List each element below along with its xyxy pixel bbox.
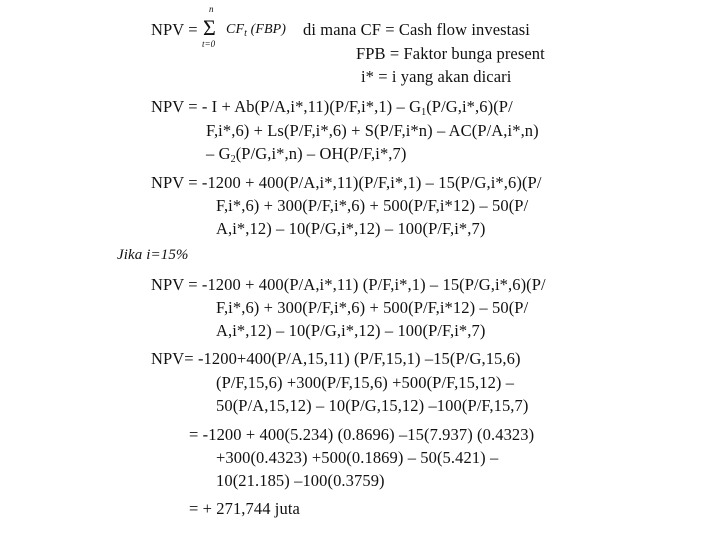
- case-formula-line-1: NPV = -1200 + 400(P/A,i*,11) (P/F,i*,1) – 15(P/G,i*,6)(P/: [151, 275, 546, 294]
- case-formula-line-2: F,i*,6) + 300(P/F,i*,6) + 500(P/F,i*12) – 50(P/: [216, 298, 529, 317]
- summation-symbol: [198, 4, 228, 48]
- values-formula-line-2: F,i*,6) + 300(P/F,i*,6) + 500(P/F,i*12) – 50(P/: [216, 196, 529, 215]
- where-cash-flow: di mana CF = Cash flow investasi: [303, 20, 530, 39]
- sigma-glyph: Σ: [203, 15, 216, 40]
- summation-lower-limit: t=0: [202, 39, 216, 49]
- rate-formula-line-3: 50(P/A,15,12) – 10(P/G,15,12) –100(P/F,15,7): [216, 396, 529, 415]
- rate-formula-line-2: (P/F,15,6) +300(P/F,15,6) +500(P/F,15,12) –: [216, 373, 515, 392]
- rate-formula-line-1: NPV= -1200+400(P/A,15,11) (P/F,15,1) –15(P/G,15,6): [151, 349, 521, 368]
- numeric-formula-line-1: = -1200 + 400(5.234) (0.8696) –15(7.937) (0.4323): [189, 425, 535, 444]
- values-formula-line-1: NPV = -1200 + 400(P/A,i*,11)(P/F,i*,1) – 15(P/G,i*,6)(P/: [151, 173, 542, 192]
- case-formula-line-3: A,i*,12) – 10(P/G,i*,12) – 100(P/F,i*,7): [216, 321, 486, 340]
- numeric-formula-line-3: 10(21.185) –100(0.3759): [216, 471, 385, 490]
- general-formula-line-2: F,i*,6) + Ls(P/F,i*,6) + S(P/F,i*n) – AC(P/A,i*,n): [206, 121, 539, 140]
- case-label: Jika i=15%: [117, 247, 189, 263]
- numeric-formula-line-2: +300(0.4323) +500(0.1869) – 50(5.421) –: [216, 448, 499, 467]
- npv-definition-label: NPV =: [151, 20, 198, 39]
- npv-result: = + 271,744 juta: [189, 499, 300, 518]
- general-formula-line-1: NPV = - I + Ab(P/A,i*,11)(P/F,i*,1) – G1(P/G,i*,6)(P/: [151, 97, 513, 118]
- summation-term: $CF_t$ (FBP): [226, 22, 287, 39]
- where-rate: i* = i yang akan dicari: [361, 67, 512, 86]
- values-formula-line-3: A,i*,12) – 10(P/G,i*,12) – 100(P/F,i*,7): [216, 219, 486, 238]
- summation-upper-limit: n: [209, 4, 214, 14]
- where-present-factor: FPB = Faktor bunga present: [356, 44, 545, 63]
- general-formula-line-3: – G2(P/G,i*,n) – OH(P/F,i*,7): [206, 144, 407, 165]
